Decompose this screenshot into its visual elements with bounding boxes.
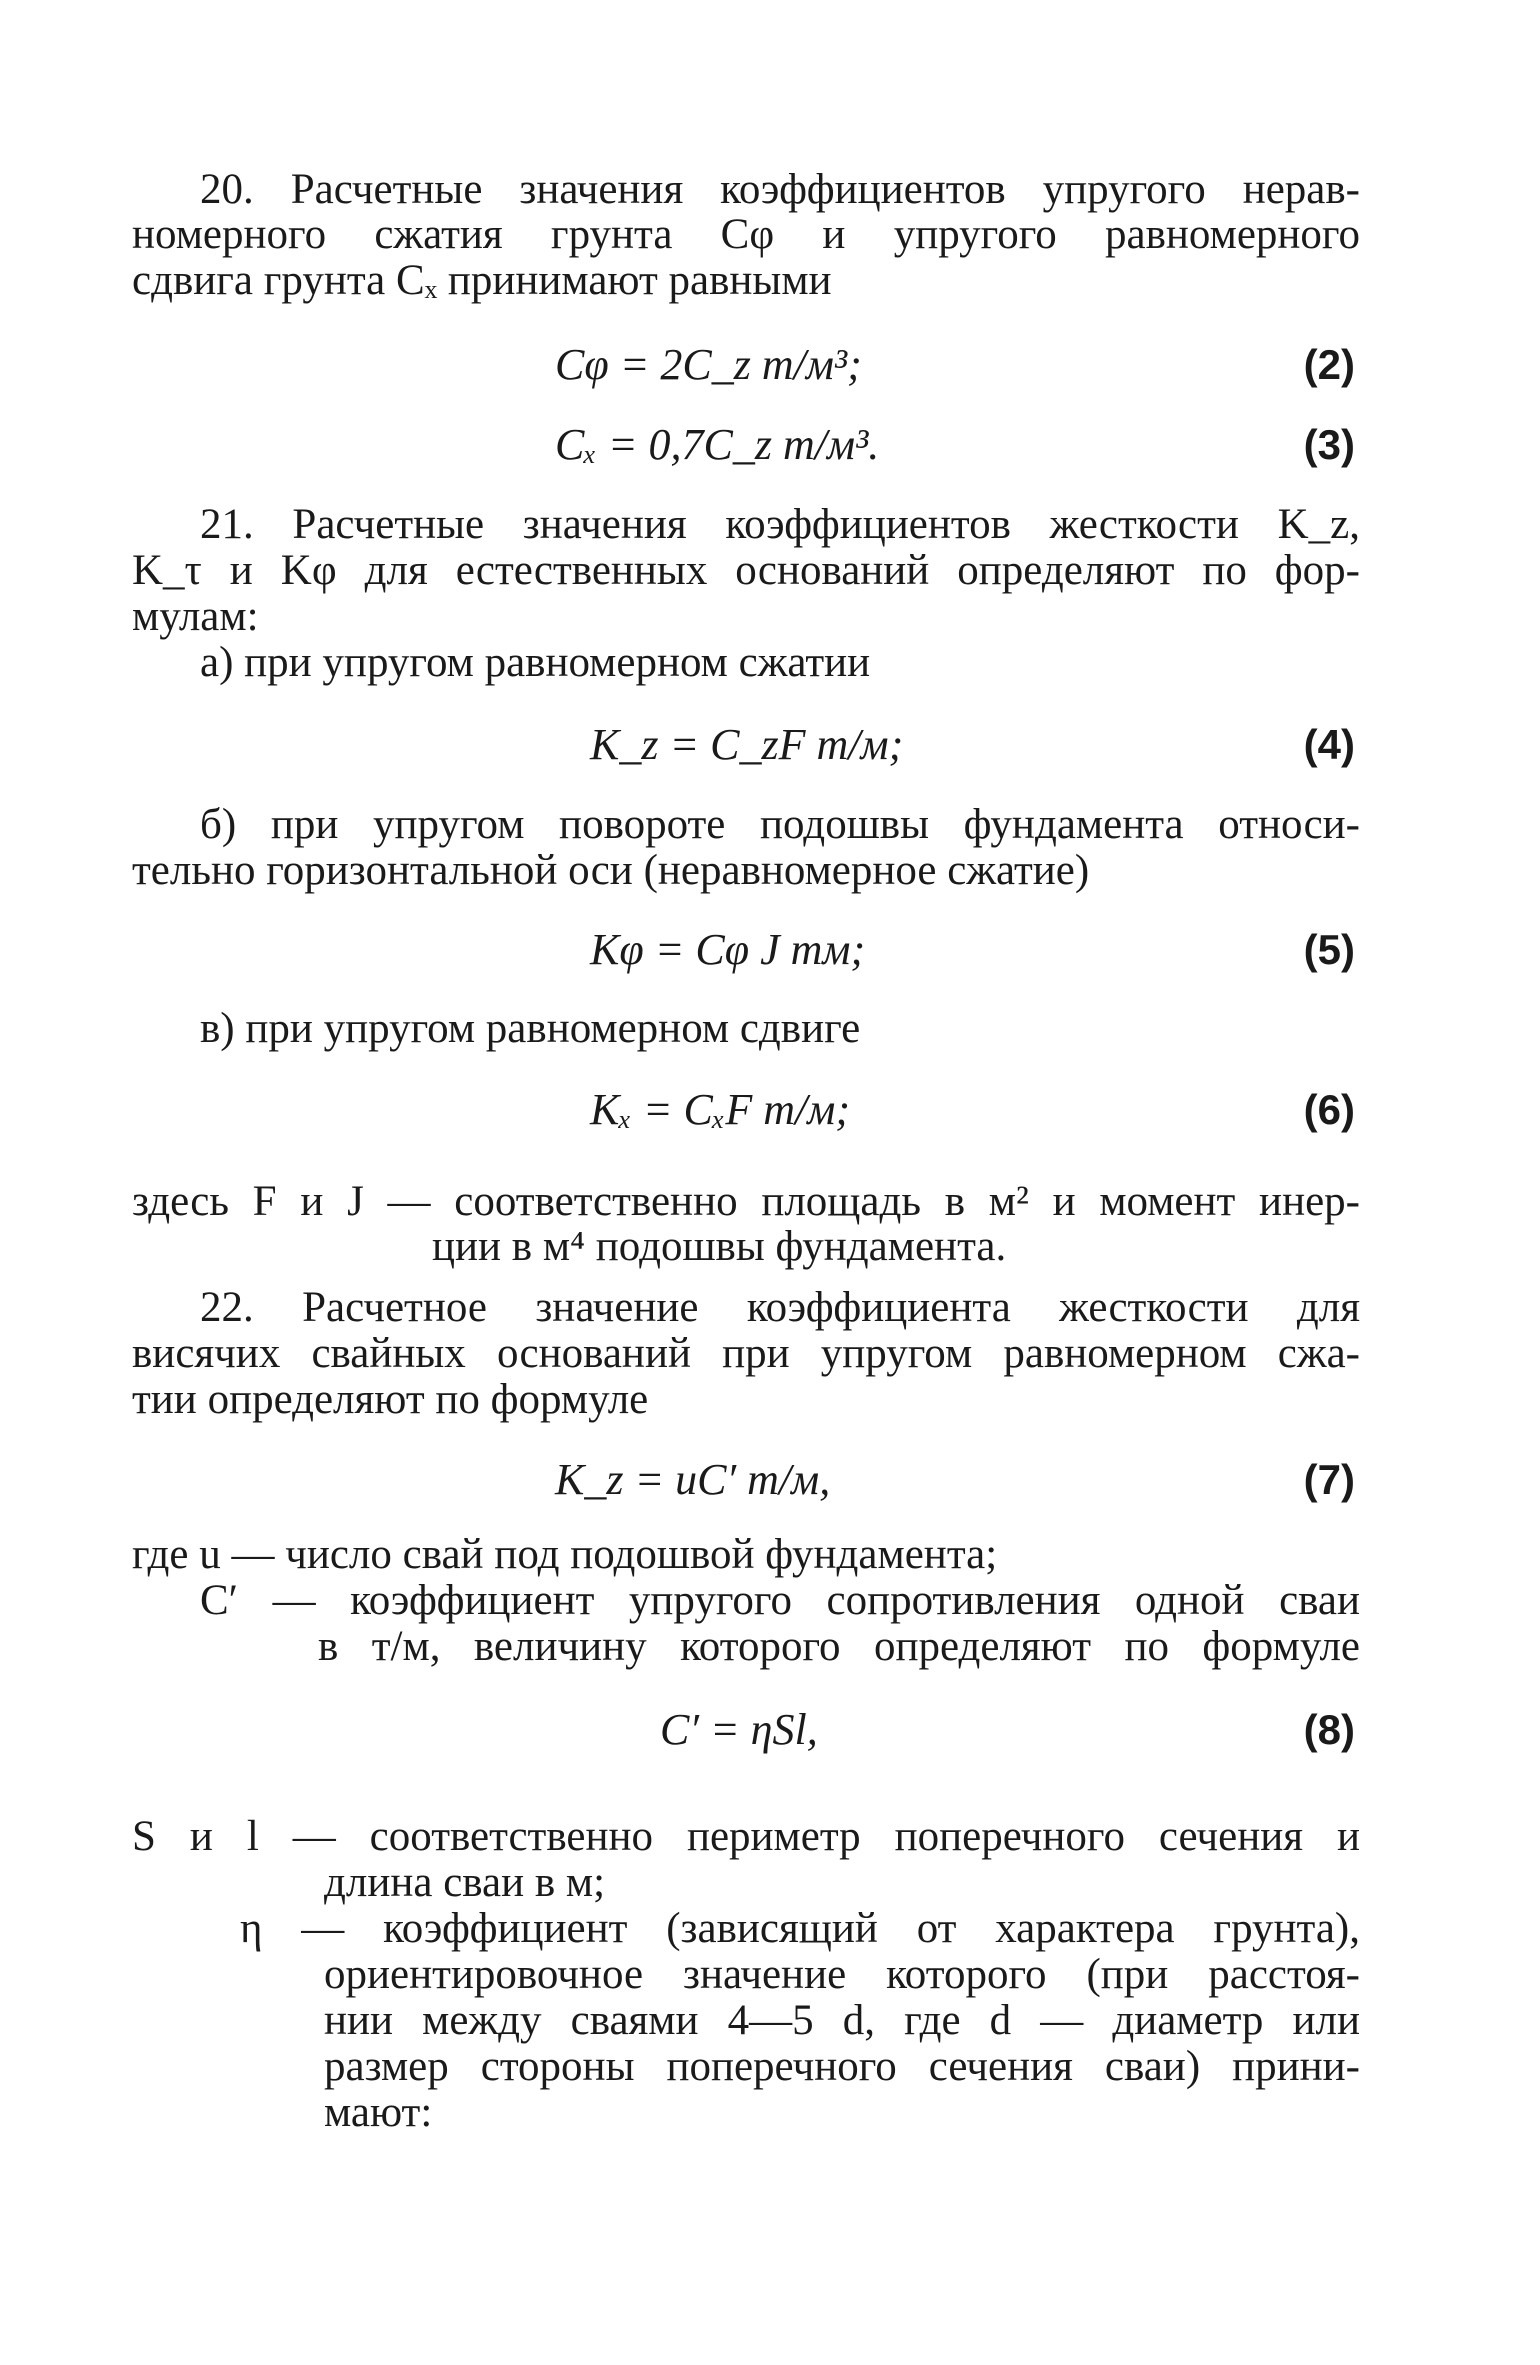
equation-4: K_z = C_zF т/м; bbox=[590, 720, 904, 769]
def-eta-line4: размер стороны поперечного сечения сваи) прини- bbox=[324, 2043, 1360, 2090]
equation-4-number: (4) bbox=[1303, 721, 1355, 768]
equation-5-number: (5) bbox=[1303, 926, 1355, 973]
where-u: где u — число свай под подошвой фундамента; bbox=[132, 1531, 998, 1578]
equation-2-number: (2) bbox=[1303, 341, 1355, 388]
note-fj-line1: здесь F и J — соответственно площадь в м² и момент инер- bbox=[132, 1178, 1360, 1225]
def-eta-line1: η — коэффициент (зависящий от характера грунта), bbox=[240, 1905, 1360, 1952]
item-v: в) при упругом равномерном сдвиге bbox=[200, 1005, 861, 1052]
def-eta-line5: мают: bbox=[324, 2089, 433, 2136]
equation-2: Cφ = 2C_z т/м³; bbox=[555, 340, 862, 389]
equation-8: C′ = ηSl, bbox=[660, 1705, 818, 1754]
def-s-line1: S и l — соответственно периметр поперечного сечения и bbox=[132, 1813, 1360, 1860]
p21-line3: мулам: bbox=[132, 593, 259, 640]
def-eta-line2: ориентировочное значение которого (при расстоя- bbox=[324, 1951, 1360, 1998]
equation-3: Cₓ = 0,7C_z т/м³. bbox=[555, 420, 880, 469]
def-s-line2: длина сваи в м; bbox=[324, 1859, 606, 1906]
p22-line3: тии определяют по формуле bbox=[132, 1376, 649, 1423]
p20-line1: 20. Расчетные значения коэффициентов упругого нерав- bbox=[200, 166, 1360, 213]
def-eta-line3: нии между сваями 4—5 d, где d — диаметр или bbox=[324, 1997, 1360, 2044]
equation-3-number: (3) bbox=[1303, 421, 1355, 468]
equation-7: K_z = uC′ т/м, bbox=[555, 1455, 831, 1504]
equation-8-number: (8) bbox=[1303, 1706, 1355, 1753]
note-fj-line2: ции в м⁴ подошвы фундамента. bbox=[432, 1223, 1007, 1270]
where-c-line1: C′ — коэффициент упругого сопротивления одной сваи bbox=[200, 1577, 1360, 1624]
equation-6: Kₓ = CₓF т/м; bbox=[590, 1085, 851, 1134]
item-b-line1: б) при упругом повороте подошвы фундамента относи- bbox=[200, 801, 1360, 848]
item-a: а) при упругом равномерном сжатии bbox=[200, 639, 871, 686]
p20-line2: номерного сжатия грунта Cφ и упругого равномерного bbox=[132, 211, 1360, 258]
equation-5: Kφ = Cφ J тм; bbox=[590, 925, 866, 974]
p22-line2: висячих свайных оснований при упругом равномерном сжа- bbox=[132, 1330, 1360, 1377]
p21-line2: K_τ и Kφ для естественных оснований определяют по фор- bbox=[132, 547, 1360, 594]
equation-6-number: (6) bbox=[1303, 1086, 1355, 1133]
where-c-line2: в т/м, величину которого определяют по формуле bbox=[318, 1623, 1360, 1670]
p20-line3: сдвига грунта Cₓ принимают равными bbox=[132, 257, 832, 304]
item-b-line2: тельно горизонтальной оси (неравномерное сжатие) bbox=[132, 847, 1090, 894]
p21-line1: 21. Расчетные значения коэффициентов жесткости K_z, bbox=[200, 501, 1360, 548]
equation-7-number: (7) bbox=[1303, 1456, 1355, 1503]
p22-line1: 22. Расчетное значение коэффициента жесткости для bbox=[200, 1284, 1360, 1331]
